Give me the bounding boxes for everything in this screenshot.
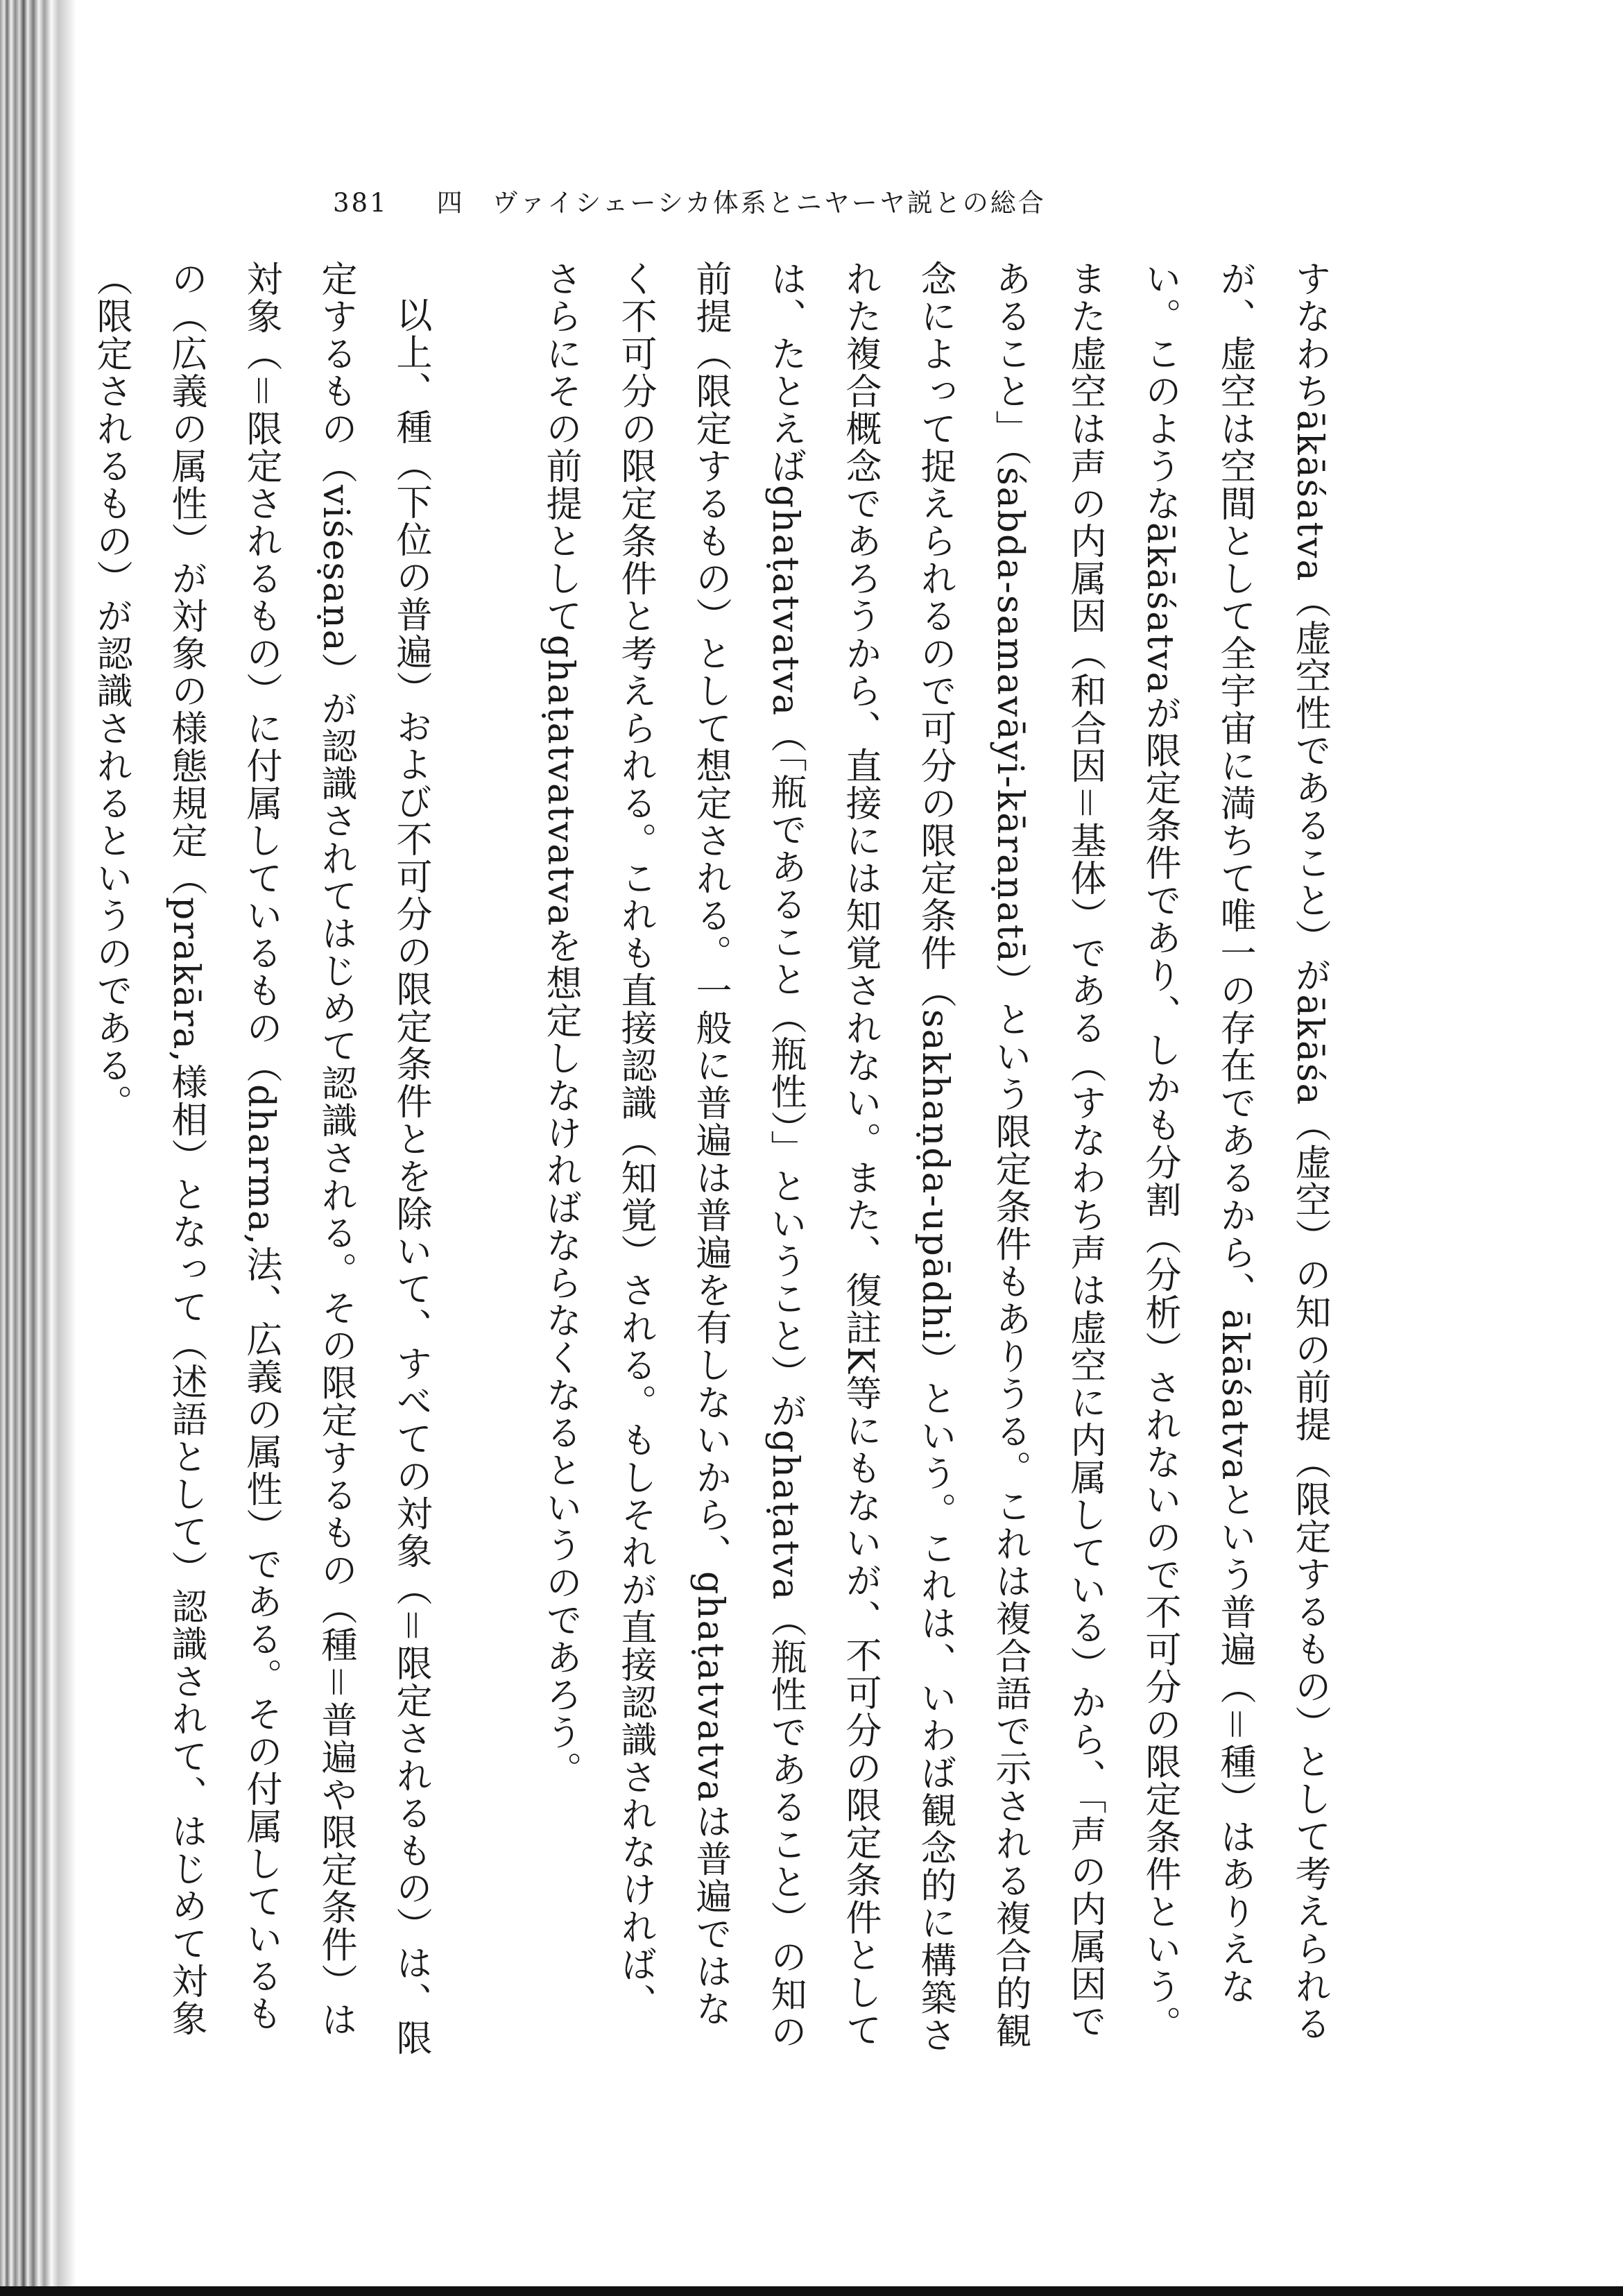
paragraph-1: すなわちākāśatva（虚空性であること）がākāśa（虚空）の知の前提（限定するもの）として考えられるが、虚空は空間として全宇宙に満ちて唯一の存在であるから、ākāśatvaという普遍（＝種）はありえない。このようなākāśatvaが限定条件であり、しかも分割（分析）されないので不可分の限定条件という。また虚空は声の内属因（和合因＝基体）である（すなわち声は虚空に内属している）から、「声の内属因であること」（śabda-samavāyi-kāraṇatā）という限定条件もありうる。これは複合語で示される複合的観念によって捉えられるので可分の限定条件（sakhaṇḍa-upādhi）という。これは、いわば観念的に構築された複合概念であろうから、直接には知覚されない。また、復註K等にもないが、不可分の限定条件としては、たとえばghaṭatvatva（「瓶であること（瓶性）」ということ）がghaṭatva（瓶性であること）の知の前提（限定するもの）として想定される。一般に普遍は普遍を有しないから、ghaṭatvatvaは普遍ではなく不可分の限定条件と考えられる。これも直接認識（知覚）される。もしそれが直接認識されなければ、さらにその前提としてghaṭatvatvatvaを想定しなければならなくなるというのであろう。 xyxy=(540,260,1330,2055)
paragraph-2: 以上、種（下位の普遍）および不可分の限定条件とを除いて、すべての対象（＝限定されるもの）は、限定するもの（viśeṣaṇa）が認識されてはじめて認識される。その限定するもの（種＝普遍や限定条件）は対象（＝限定されるもの）に付属しているもの（dharma,法、広義の属性）である。その付属しているもの（広義の属性）が対象の様態規定（prakāra,様相）となって（述語として）認識されて、はじめて対象（限定されるもの）が認識されるというのである。 xyxy=(90,260,431,2057)
page-number: 381 xyxy=(333,188,388,218)
running-header xyxy=(333,182,1046,219)
body-text xyxy=(0,260,1422,2057)
section-title: 四 ヴァイシェーシカ体系とニヤーヤ説との総合 xyxy=(436,188,1046,218)
scan-bottom-edge xyxy=(0,2286,1623,2296)
